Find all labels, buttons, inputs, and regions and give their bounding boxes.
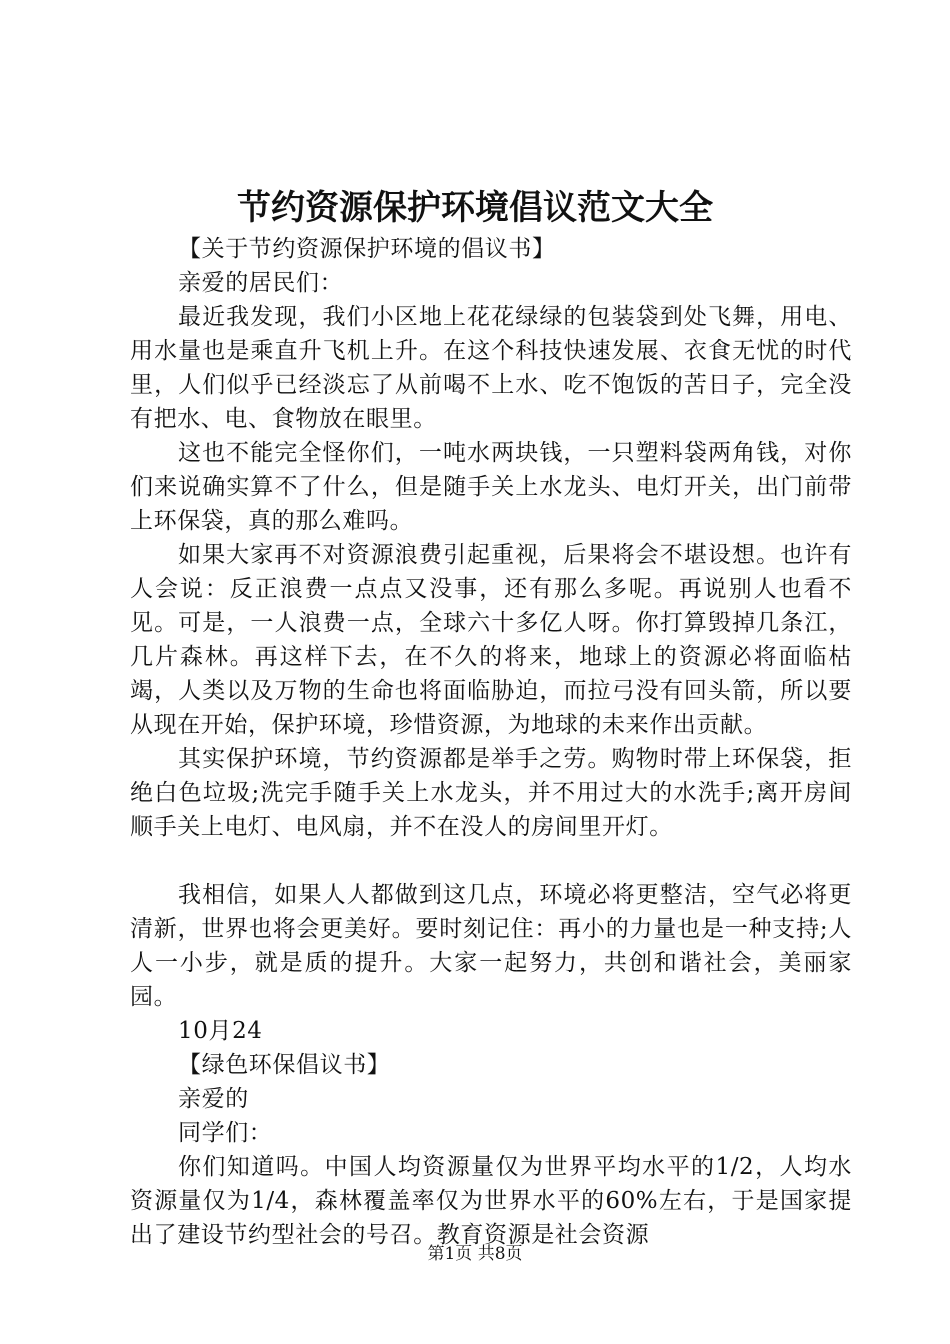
paragraph: 如果大家再不对资源浪费引起重视，后果将会不堪设想。也许有人会说：反正浪费一点点又没事，还有那么多呢。再说别人也看不见。可是，一人浪费一点，全球六十多亿人呀。你打算毁掉几条江，几片森林。再这样下去，在不久的将来，地球上的资源必将面临枯竭，人类以及万物的生命也将面临胁迫，而拉弓没有回头箭，所以要从现在开始，保护环境，珍惜资源，为地球的未来作出贡献。 — [130, 542, 852, 738]
date-line: 10月24 — [178, 1018, 263, 1044]
document-title: 节约资源保护环境倡议范文大全 — [237, 188, 713, 228]
paragraph: 最近我发现，我们小区地上花花绿绿的包装袋到处飞舞，用电、用水量也是乘直升飞机上升。在这个科技快速发展、衣食无忧的时代里，人们似乎已经淡忘了从前喝不上水、吃不饱饭的苦日子，完全没有把水、电、食物放在眼里。 — [130, 304, 852, 432]
page-number-footer: 第1页 共8页 — [427, 1244, 523, 1264]
salutation-line-2: 同学们： — [178, 1120, 273, 1146]
paragraph-spacer — [130, 844, 852, 878]
paragraph: 你们知道吗。中国人均资源量仅为世界平均水平的1/2，人均水资源量仅为1/4，森林覆盖率仅为世界水平的60%左右，于是国家提出了建设节约型社会的号召。教育资源是社会资源 — [130, 1154, 852, 1248]
paragraph: 其实保护环境，节约资源都是举手之劳。购物时带上环保袋，拒绝白色垃圾;洗完手随手关上水龙头，并不用过大的水洗手;离开房间顺手关上电灯、电风扇，并不在没人的房间里开灯。 — [130, 746, 852, 840]
heading-proposal-one: 【关于节约资源保护环境的倡议书】 — [178, 236, 556, 262]
salutation-residents: 亲爱的居民们： — [178, 270, 344, 296]
heading-proposal-two: 【绿色环保倡议书】 — [178, 1052, 391, 1078]
salutation-line-1: 亲爱的 — [178, 1086, 249, 1112]
document-body — [130, 232, 852, 1252]
paragraph: 我相信，如果人人都做到这几点，环境必将更整洁，空气必将更清新，世界也将会更美好。要时刻记住：再小的力量也是一种支持;人人一小步，就是质的提升。大家一起努力，共创和谐社会，美丽家园。 — [130, 882, 852, 1010]
paragraph: 这也不能完全怪你们，一吨水两块钱，一只塑料袋两角钱，对你们来说确实算不了什么，但是随手关上水龙头、电灯开关，出门前带上环保袋，真的那么难吗。 — [130, 440, 852, 534]
